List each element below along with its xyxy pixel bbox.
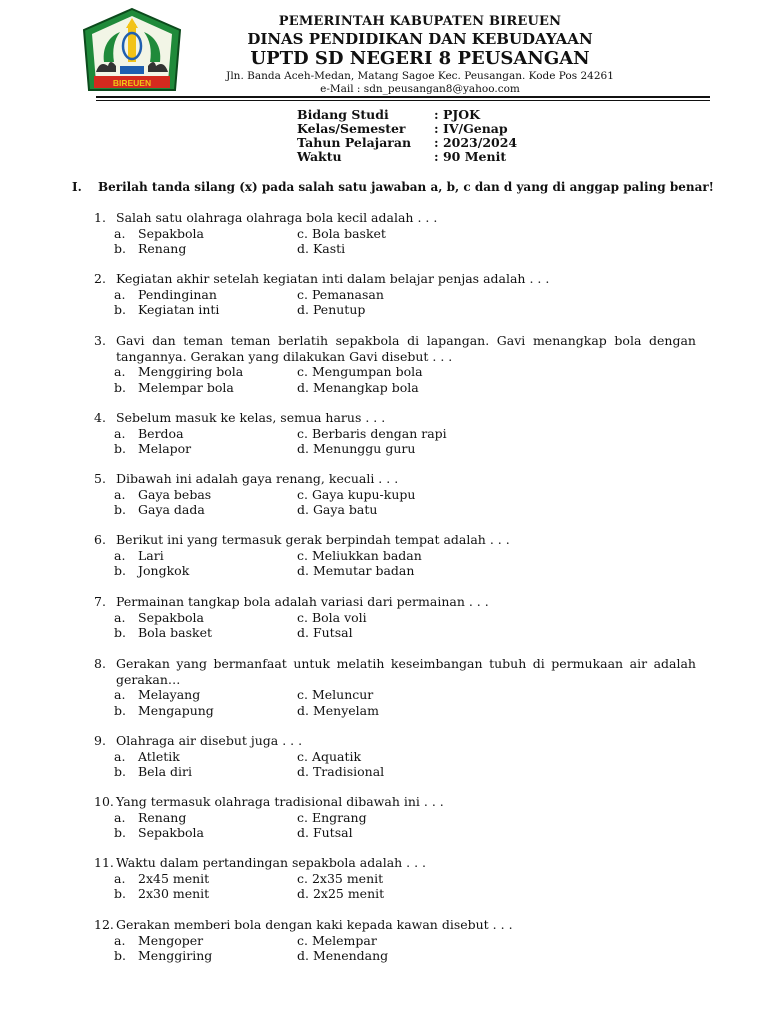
option-a[interactable]: Gaya bebas <box>138 486 212 502</box>
option-d[interactable]: d. Menangkap bola <box>297 379 419 395</box>
option-letter-a: a. <box>114 486 126 502</box>
option-d[interactable]: d. Menunggu guru <box>297 441 416 456</box>
option-d[interactable]: d. Menendang <box>297 948 389 963</box>
question-item <box>94 733 696 780</box>
question-text: Waktu dalam pertandingan sepakbola adalah . . . <box>116 855 427 870</box>
question-item <box>94 594 696 641</box>
option-b[interactable]: Bela diri <box>138 764 192 779</box>
option-a[interactable]: Atletik <box>138 748 180 764</box>
question-text: Sebelum masuk ke kelas, semua harus . . . <box>116 410 386 425</box>
info-value: : IV/Genap <box>434 121 508 136</box>
question-number: 5. <box>94 471 106 486</box>
question-number: 7. <box>94 594 106 609</box>
question-text: Dibawah ini adalah gaya renang, kecuali . . . <box>116 471 399 486</box>
option-letter-b: b. <box>114 302 126 317</box>
question-number: 12. <box>94 917 114 932</box>
section-number: I. <box>72 180 82 194</box>
option-c[interactable]: c. Berbaris dengan rapi <box>297 425 447 441</box>
option-b[interactable]: 2x30 menit <box>138 886 210 901</box>
option-b[interactable]: Sepakbola <box>138 825 204 840</box>
school-title: UPTD SD NEGERI 8 PEUSANGAN <box>250 48 590 69</box>
question-number: 3. <box>94 333 106 348</box>
option-a[interactable]: Menggiring bola <box>138 364 244 379</box>
question-text: Gavi dan teman teman berlatih sepakbola di lapangan. Gavi menangkap bola dengan tangannya. Gerakan yang dilakukan Gavi disebut . . . <box>116 333 696 364</box>
option-c[interactable]: c. Engrang <box>297 809 367 825</box>
option-c[interactable]: c. Mengumpan bola <box>297 364 423 379</box>
option-b[interactable]: Melempar bola <box>138 379 234 395</box>
option-d[interactable]: d. Tradisional <box>297 764 385 779</box>
option-a[interactable]: Berdoa <box>138 425 184 441</box>
question-number: 9. <box>94 733 106 748</box>
option-letter-b: b. <box>114 625 126 640</box>
option-b[interactable]: Melapor <box>138 441 192 456</box>
option-letter-a: a. <box>114 932 126 948</box>
question-text: Yang termasuk olahraga tradisional dibawah ini . . . <box>116 794 444 809</box>
question-text: Gerakan memberi bola dengan kaki kepada kawan disebut . . . <box>116 917 513 932</box>
question-item <box>94 271 696 318</box>
logo-text: BIREUEN <box>112 78 152 88</box>
exam-info <box>297 108 517 164</box>
question-text: Gerakan yang bermanfaat untuk melatih keseimbangan tubuh di permukaan air adalah gerakan… <box>116 656 696 687</box>
option-b[interactable]: Kegiatan inti <box>138 302 220 317</box>
instruction-text: Berilah tanda silang (x) pada salah satu jawaban a, b, c dan d yang di anggap paling benar! <box>98 180 714 194</box>
option-letter-a: a. <box>114 425 126 441</box>
option-letter-a: a. <box>114 225 126 241</box>
option-letter-b: b. <box>114 886 126 901</box>
header-divider-thin <box>96 100 710 101</box>
option-a[interactable]: 2x45 menit <box>138 870 210 886</box>
option-c[interactable]: c. Bola basket <box>297 225 386 241</box>
option-c[interactable]: c. Pemanasan <box>297 286 384 302</box>
option-letter-b: b. <box>114 702 126 718</box>
info-value: : 90 Menit <box>434 149 507 164</box>
option-letter-b: b. <box>114 502 126 517</box>
question-item <box>94 855 696 902</box>
header-divider-thick <box>96 96 710 98</box>
option-a[interactable]: Pendinginan <box>138 286 217 302</box>
question-item <box>94 794 696 841</box>
option-letter-a: a. <box>114 609 126 625</box>
option-b[interactable]: Mengapung <box>138 702 214 718</box>
option-d[interactable]: d. Futsal <box>297 625 353 640</box>
option-b[interactable]: Renang <box>138 241 187 256</box>
info-value: : PJOK <box>434 107 481 122</box>
option-letter-b: b. <box>114 764 126 779</box>
option-b[interactable]: Bola basket <box>138 625 212 640</box>
info-key: Waktu <box>297 149 342 164</box>
option-a[interactable]: Lari <box>138 547 164 563</box>
info-key: Kelas/Semester <box>297 121 406 136</box>
option-a[interactable]: Sepakbola <box>138 609 204 625</box>
option-a[interactable]: Sepakbola <box>138 225 204 241</box>
option-letter-a: a. <box>114 364 126 379</box>
option-d[interactable]: d. Futsal <box>297 825 353 840</box>
question-text: Permainan tangkap bola adalah variasi dari permainan . . . <box>116 594 489 609</box>
question-number: 1. <box>94 210 106 225</box>
option-letter-b: b. <box>114 441 126 456</box>
option-d[interactable]: d. 2x25 menit <box>297 886 385 901</box>
option-letter-a: a. <box>114 687 126 702</box>
option-d[interactable]: d. Penutup <box>297 302 366 317</box>
option-letter-a: a. <box>114 809 126 825</box>
question-number: 8. <box>94 656 106 671</box>
question-number: 10. <box>94 794 114 809</box>
question-text: Kegiatan akhir setelah kegiatan inti dalam belajar penjas adalah . . . <box>116 271 550 286</box>
info-key: Bidang Studi <box>297 107 389 122</box>
option-b[interactable]: Jongkok <box>138 563 190 578</box>
question-text: Olahraga air disebut juga . . . <box>116 733 303 748</box>
option-a[interactable]: Melayang <box>138 687 201 702</box>
option-letter-b: b. <box>114 825 126 840</box>
info-key: Tahun Pelajaran <box>297 135 412 150</box>
question-item <box>94 410 696 457</box>
option-letter-a: a. <box>114 547 126 563</box>
option-c[interactable]: c. 2x35 menit <box>297 870 384 886</box>
question-number: 11. <box>94 855 114 870</box>
option-b[interactable]: Gaya dada <box>138 502 205 517</box>
letterhead <box>0 0 768 100</box>
option-d[interactable]: d. Kasti <box>297 241 346 256</box>
question-item <box>94 210 696 257</box>
option-c[interactable]: c. Aquatik <box>297 748 362 764</box>
info-value: : 2023/2024 <box>434 135 518 150</box>
question-item <box>94 532 696 579</box>
department-title: DINAS PENDIDIKAN DAN KEBUDAYAAN <box>247 30 593 48</box>
question-item <box>94 656 696 718</box>
question-item <box>94 333 696 395</box>
option-c[interactable]: c. Meliukkan badan <box>297 547 422 563</box>
question-text: Salah satu olahraga olahraga bola kecil adalah . . . <box>116 210 438 225</box>
section-instruction <box>72 180 714 194</box>
option-letter-b: b. <box>114 379 126 395</box>
bireuen-logo <box>80 6 184 96</box>
option-c[interactable]: c. Meluncur <box>297 687 374 702</box>
option-letter-a: a. <box>114 286 126 302</box>
option-a[interactable]: Renang <box>138 809 187 825</box>
option-letter-b: b. <box>114 241 126 256</box>
question-number: 4. <box>94 410 106 425</box>
question-item <box>94 917 696 964</box>
option-letter-b: b. <box>114 563 126 578</box>
question-number: 2. <box>94 271 106 286</box>
government-title: PEMERINTAH KABUPATEN BIREUEN <box>278 14 562 29</box>
option-d[interactable]: d. Menyelam <box>297 702 379 718</box>
option-letter-a: a. <box>114 870 126 886</box>
school-email: e-Mail : sdn_peusangan8@yahoo.com <box>320 83 520 95</box>
question-number: 6. <box>94 532 106 547</box>
option-c[interactable]: c. Gaya kupu-kupu <box>297 486 416 502</box>
option-d[interactable]: d. Memutar badan <box>297 563 415 578</box>
option-letter-b: b. <box>114 948 126 963</box>
option-c[interactable]: c. Bola voli <box>297 609 367 625</box>
option-c[interactable]: c. Melempar <box>297 932 377 948</box>
option-a[interactable]: Mengoper <box>138 932 204 948</box>
question-text: Berikut ini yang termasuk gerak berpindah tempat adalah . . . <box>116 532 510 547</box>
option-d[interactable]: d. Gaya batu <box>297 502 378 517</box>
option-letter-a: a. <box>114 748 126 764</box>
option-b[interactable]: Menggiring <box>138 948 213 963</box>
question-item <box>94 471 696 518</box>
school-address: Jln. Banda Aceh-Medan, Matang Sagoe Kec. Peusangan. Kode Pos 24261 <box>226 70 614 82</box>
